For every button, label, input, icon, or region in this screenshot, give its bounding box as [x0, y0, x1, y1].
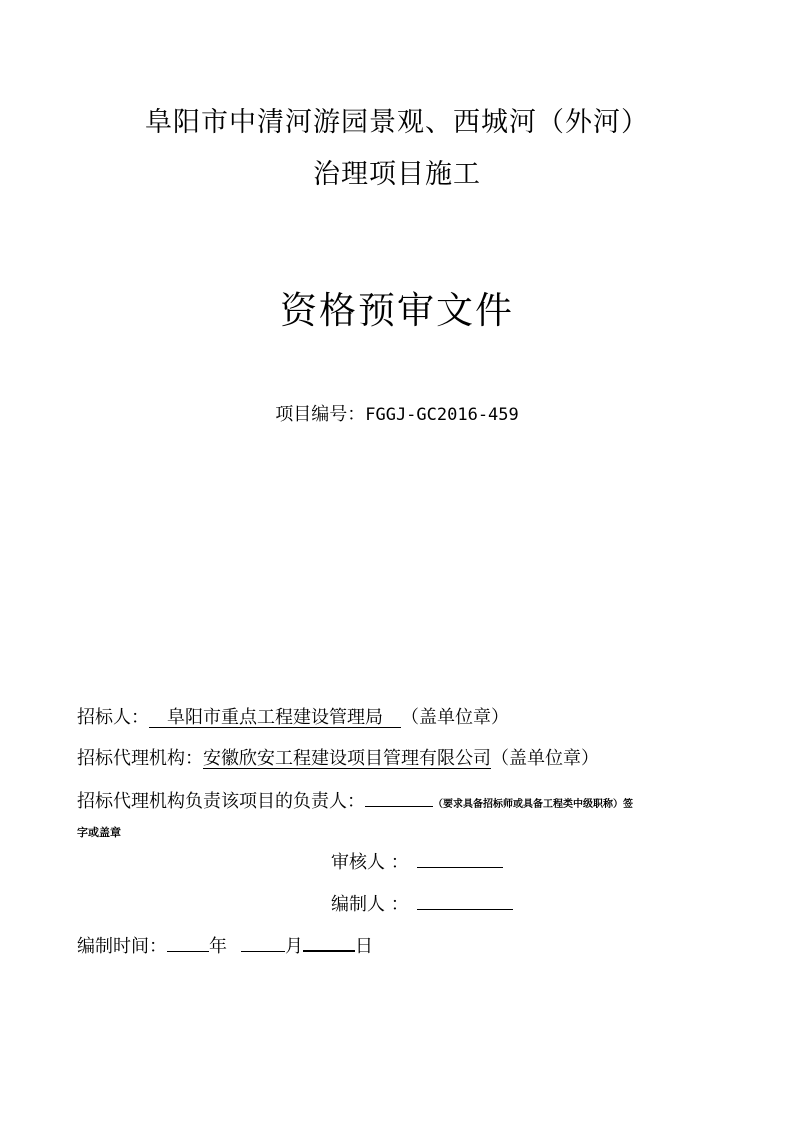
reviewer-blank [417, 853, 503, 868]
tenderer-label: 招标人： [77, 707, 149, 728]
agency-seal-note: （盖单位章） [491, 748, 599, 769]
project-number-value: FGGJ-GC2016-459 [365, 405, 519, 425]
responsible-person-line [77, 787, 633, 813]
agency-line [77, 744, 599, 770]
preparer-blank [417, 895, 513, 910]
responsible-label: 招标代理机构负责该项目的负责人： [77, 791, 365, 812]
year-label: 年 [209, 936, 227, 957]
tenderer-name: 阜阳市重点工程建设管理局 [167, 707, 383, 728]
year-blank [167, 937, 209, 952]
date-label: 编制时间： [77, 936, 167, 957]
month-blank [241, 937, 285, 952]
project-number [0, 400, 794, 426]
day-label: 日 [355, 936, 373, 957]
project-number-label: 项目编号： [275, 404, 366, 425]
responsible-qualification-note: （要求具备招标师或具备工程类中级职称）签 [433, 799, 633, 810]
day-blank [303, 935, 355, 952]
agency-name: 安徽欣安工程建设项目管理有限公司 [203, 748, 491, 769]
preparer-line [331, 890, 513, 916]
agency-label: 招标代理机构： [77, 748, 203, 769]
preparation-date-line [77, 932, 373, 958]
responsible-signature-tail: 字或盖章 [77, 826, 121, 839]
reviewer-label: 审核人 ： [331, 852, 409, 873]
document-type-heading: 资格预审文件 [280, 289, 514, 332]
title-line-2: 治理项目施工 [313, 159, 481, 190]
reviewer-line [331, 848, 503, 874]
responsible-signature-blank [365, 792, 433, 807]
title-line-1: 阜阳市中清河游园景观、西城河（外河） [145, 107, 649, 138]
tenderer-seal-note: （盖单位章） [401, 707, 509, 728]
preparer-label: 编制人 ： [331, 894, 409, 915]
month-label: 月 [285, 936, 303, 957]
tenderer-line [77, 703, 509, 729]
